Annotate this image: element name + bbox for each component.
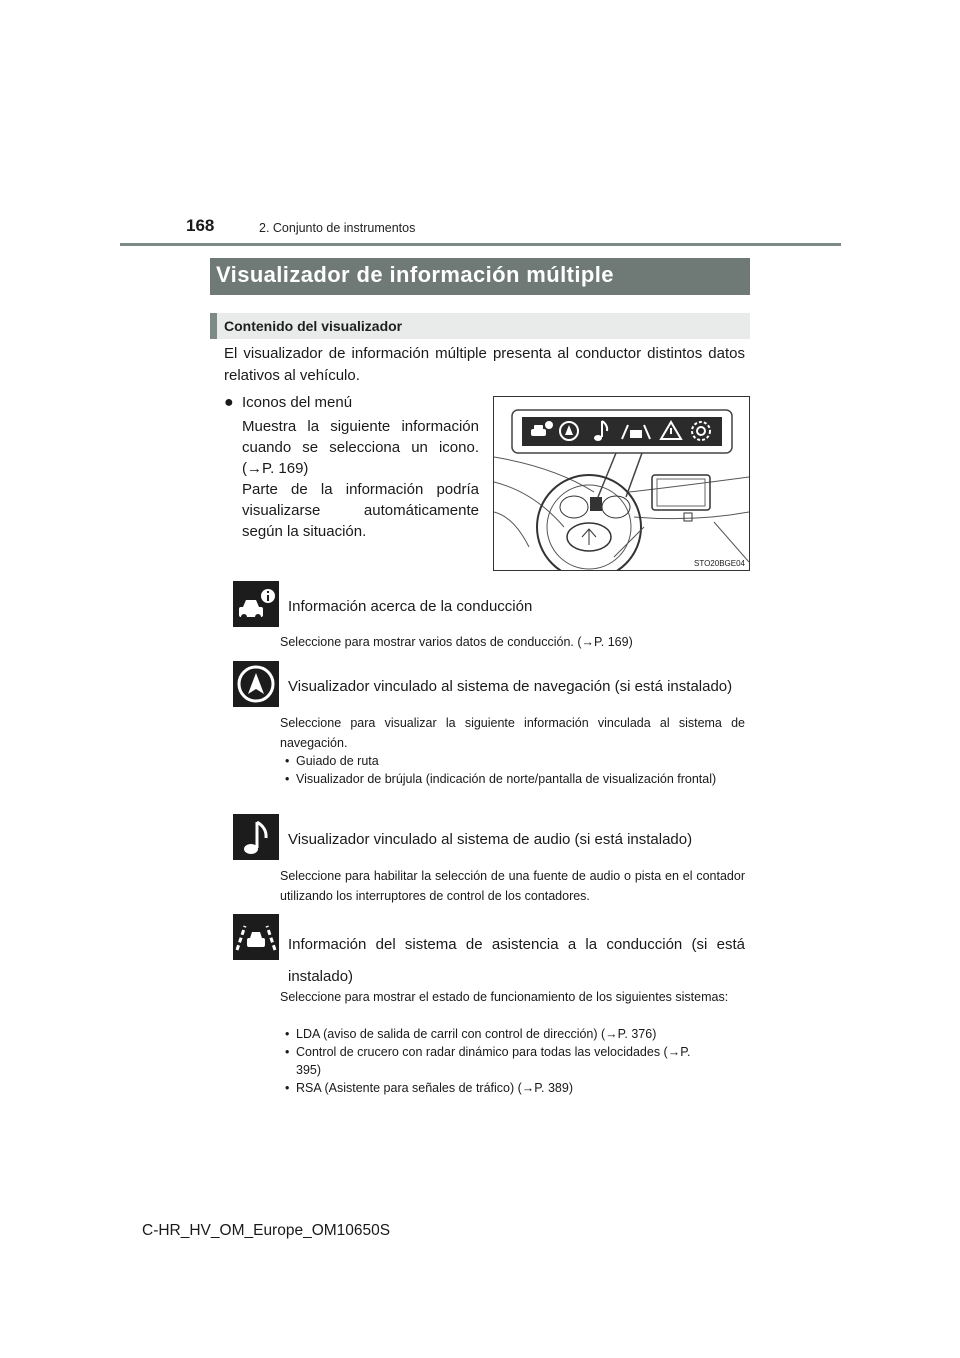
dashboard-illustration xyxy=(493,396,750,571)
intro-paragraph: El visualizador de información múltiple presenta al conductor distintos datos relativos al vehículo. xyxy=(224,345,745,384)
list-item: • Control de crucero con radar dinámico para todas las velocidades (→P. 395) xyxy=(280,1043,745,1079)
music-note-icon-graphic xyxy=(233,814,279,860)
navigation-icon-graphic xyxy=(233,661,279,707)
subheading: Contenido del visualizador xyxy=(224,318,403,334)
item-title-audio: Visualizador vinculado al sistema de audio (si está instalado) xyxy=(288,831,693,848)
car-info-icon xyxy=(233,581,279,627)
item-bullets-navigation xyxy=(280,752,745,788)
list-item: • Guiado de ruta xyxy=(280,752,745,770)
item-desc-driving-assist: Seleccione para mostrar el estado de funcionamiento de los siguientes sistemas: xyxy=(280,990,729,1004)
list-item: • Visualizador de brújula (indicación de norte/pantalla de visualización frontal) xyxy=(280,770,745,788)
item-desc-navigation: Seleccione para visualizar la siguiente información vinculada al sistema de navegación. xyxy=(280,716,745,750)
section-title: Visualizador de información múltiple xyxy=(216,262,614,287)
dashboard-drawing xyxy=(494,397,749,570)
music-note-icon xyxy=(233,814,279,860)
menu-icons-label: Iconos del menú xyxy=(242,394,353,411)
menu-desc-line-1: Muestra la siguiente información cuando se selecciona un icono. (→P. 169) xyxy=(242,418,479,477)
menu-icons-description xyxy=(242,416,479,542)
bullet-dot: ● xyxy=(224,394,234,411)
lane-assist-icon-graphic xyxy=(233,914,279,960)
figure-code: STO20BGE04 xyxy=(694,559,745,568)
menu-desc-line-2: Parte de la información podría visualizarse automáticamente según la situación. xyxy=(242,481,479,540)
lane-assist-icon xyxy=(233,914,279,960)
item-bullets-driving-assist xyxy=(280,1025,745,1097)
list-item: • RSA (Asistente para señales de tráfico) (→P. 389) xyxy=(280,1079,745,1097)
car-info-icon-graphic xyxy=(233,581,279,627)
running-header: 2. Conjunto de instrumentos xyxy=(259,221,416,235)
item-desc-driving-info: Seleccione para mostrar varios datos de conducción. (→P. 169) xyxy=(280,635,633,649)
page-number: 168 xyxy=(186,216,215,235)
item-title-navigation: Visualizador vinculado al sistema de navegación (si está instalado) xyxy=(288,678,733,695)
navigation-icon xyxy=(233,661,279,707)
item-title-driving-assist: Información del sistema de asistencia a la conducción (si está instalado) xyxy=(288,936,745,985)
item-title-driving-info: Información acerca de la conducción xyxy=(288,598,533,615)
item-desc-audio: Seleccione para habilitar la selección de una fuente de audio o pista en el contador utilizando los interruptores de control de los contadores. xyxy=(280,869,745,903)
header-rule xyxy=(120,243,841,246)
document-footer: C-HR_HV_OM_Europe_OM10650S xyxy=(142,1222,391,1239)
list-item: • LDA (aviso de salida de carril con control de dirección) (→P. 376) xyxy=(280,1025,745,1043)
